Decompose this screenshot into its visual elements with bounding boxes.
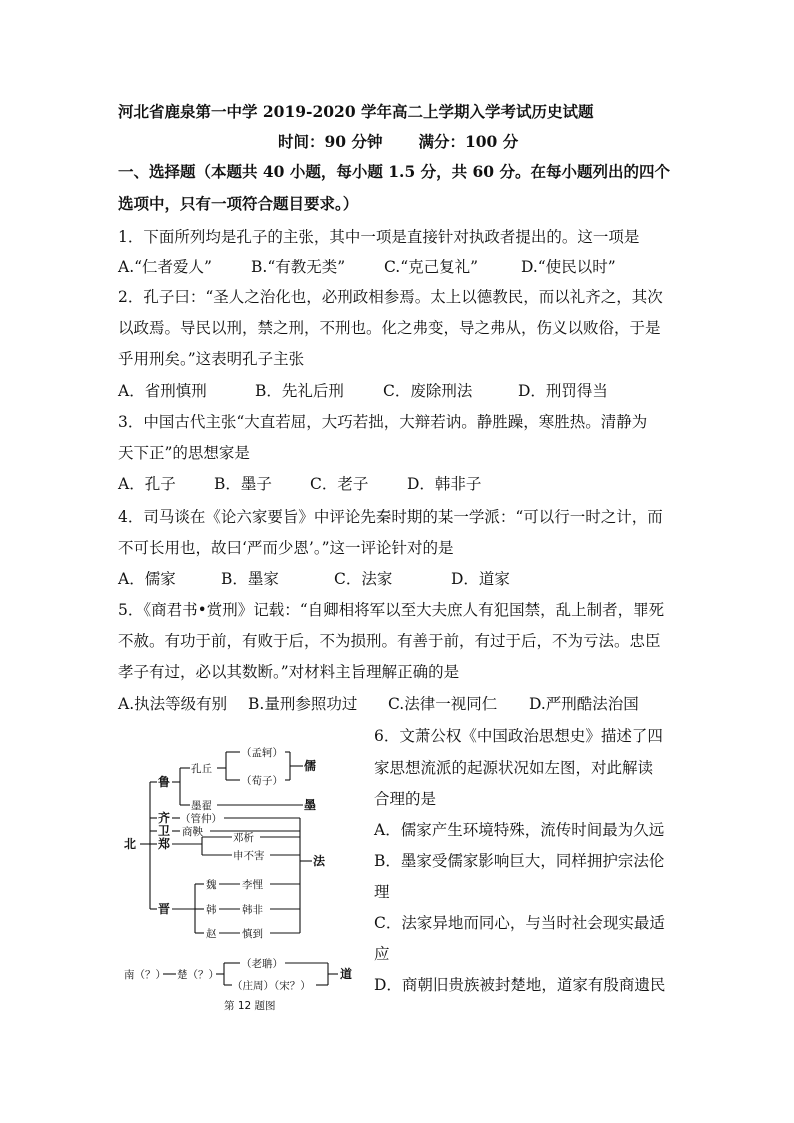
question-6-option-a: A．儒家产生环境特殊，流传时间最为久远 xyxy=(374,821,665,839)
question-5-text-line1: 5．《商君书•赏刑》记载：“自卿相将军以至大夫庶人有犯国禁，乱上制者，罪死 xyxy=(118,601,665,619)
label-qi: 齐 xyxy=(158,811,171,825)
question-4-options xyxy=(118,567,683,591)
question-6-option-b-line1: B．墨家受儒家影响巨大，同样拥护宗法伦 xyxy=(374,852,665,870)
label-zhuangzhou: （庄周）（宋？） xyxy=(232,980,311,992)
option-d: D．刑罚得当 xyxy=(518,382,608,400)
option-b: B．先礼后刑 xyxy=(255,382,344,400)
label-likui: 李悝 xyxy=(242,879,263,891)
label-lu: 鲁 xyxy=(158,775,171,789)
question-6-text-line1: 6．文萧公权《中国政治思想史》描述了四 xyxy=(374,727,663,745)
time-info: 时间：90 分钟 xyxy=(278,132,383,151)
section-heading-line2: 选项中，只有一项符合题目要求。） xyxy=(118,194,359,213)
label-fa: 法 xyxy=(313,854,326,868)
option-b: B.“有教无类” xyxy=(251,258,346,276)
option-c: C.“克己复礼” xyxy=(384,258,479,276)
label-hanfei: 韩非 xyxy=(242,904,263,916)
option-d: D.“使民以时” xyxy=(521,258,616,276)
section-heading-line1: 一、选择题（本题共 40 小题，每小题 1.5 分，共 60 分。在每小题列出的四个 xyxy=(118,162,670,181)
label-shangyang: 商鞅 xyxy=(182,826,203,838)
question-6-option-c-line2: 应 xyxy=(374,945,390,963)
label-zheng: 郑 xyxy=(158,837,171,851)
option-c: C．法家 xyxy=(334,570,393,588)
option-b: B.量刑参照功过 xyxy=(248,695,358,713)
label-wei-state: 卫 xyxy=(158,824,171,838)
score-info: 满分：100 分 xyxy=(418,132,519,151)
label-wei-sub: 魏 xyxy=(206,879,217,891)
question-5-text-line2: 不赦。有功于前，有败于后，不为损刑。有善于前，有过于后，不为亏法。忠臣 xyxy=(118,632,661,650)
question-2-options xyxy=(118,379,683,403)
exam-meta xyxy=(118,130,683,154)
label-dengxi: 邓析 xyxy=(233,832,254,844)
exam-title: 河北省鹿泉第一中学 2019-2020 学年高二上学期入学考试历史试题 xyxy=(118,102,594,121)
question-3-text-line2: 天下正”的思想家是 xyxy=(118,444,250,462)
option-a: A．孔子 xyxy=(118,475,176,493)
label-guanzhong: （管仲） xyxy=(180,813,222,825)
question-1-options xyxy=(118,255,683,279)
label-han: 韩 xyxy=(206,904,217,916)
question-2-text-line3: 乎用刑矣。”这表明孔子主张 xyxy=(118,350,305,368)
question-6-option-d: D．商朝旧贵族被封楚地，道家有殷商遗民 xyxy=(374,976,666,994)
question-4-text-line1: 4．司马谈在《论六家要旨》中评论先秦时期的某一学派：“可以行一时之计，而 xyxy=(118,508,663,526)
label-shenbuhai: 申不害 xyxy=(233,850,265,862)
label-dao: 道 xyxy=(340,967,353,981)
question-5-text-line3: 孝子有过，必以其数断。”对材料主旨理解正确的是 xyxy=(118,663,460,681)
label-xunzi: （荀子） xyxy=(241,775,283,787)
question-6-option-b-line2: 理 xyxy=(374,883,390,901)
label-jin: 晋 xyxy=(158,902,171,916)
option-d: D.严刑酷法治国 xyxy=(529,695,639,713)
option-a: A．省刑慎刑 xyxy=(118,382,207,400)
option-a: A．儒家 xyxy=(118,570,176,588)
thought-origin-diagram xyxy=(120,735,360,1017)
label-chu: 楚（？） xyxy=(177,969,219,981)
option-a: A.执法等级有别 xyxy=(118,695,228,713)
label-mengke: （孟轲） xyxy=(241,747,283,759)
label-zhao: 赵 xyxy=(206,928,217,940)
label-north: 北 xyxy=(124,837,137,851)
label-mo: 墨 xyxy=(304,798,317,812)
option-b: B．墨子 xyxy=(214,475,272,493)
question-6-option-c-line1: C．法家异地而同心，与当时社会现实最适 xyxy=(374,914,665,932)
question-2-text-line2: 以政焉。导民以刑，禁之刑，不刑也。化之弗变，导之弗从，伤义以败俗，于是 xyxy=(118,319,661,337)
option-d: D．道家 xyxy=(451,570,510,588)
label-kongqiu: 孔丘 xyxy=(191,763,212,775)
question-5-options xyxy=(118,692,683,716)
label-shendao: 慎到 xyxy=(242,928,263,940)
question-6-text-line2: 家思想流派的起源状况如左图，对此解读 xyxy=(374,759,654,777)
option-a: A.“仁者爱人” xyxy=(118,258,212,276)
question-1-text: 1．下面所列均是孔子的主张，其中一项是直接针对执政者提出的。这一项是 xyxy=(118,228,640,246)
diagram-caption: 第 12 题图 xyxy=(224,1000,276,1012)
question-2-text-line1: 2．孔子曰：“圣人之治化也，必刑政相参焉。太上以德教民，而以礼齐之，其次 xyxy=(118,288,663,306)
label-modi: 墨翟 xyxy=(191,800,212,812)
question-4-text-line2: 不可长用也，故曰‘严而少恩’。”这一评论针对的是 xyxy=(118,539,454,557)
label-south: 南（？） xyxy=(124,969,166,981)
label-ru: 儒 xyxy=(304,759,317,773)
question-6-text-line3: 合理的是 xyxy=(374,790,437,808)
option-c: C.法律一视同仁 xyxy=(388,695,498,713)
option-d: D．韩非子 xyxy=(407,475,482,493)
option-b: B．墨家 xyxy=(221,570,279,588)
option-c: C．废除刑法 xyxy=(383,382,473,400)
question-3-text-line1: 3．中国古代主张“大直若屈，大巧若拙，大辩若讷。静胜躁，寒胜热。清静为 xyxy=(118,413,648,431)
label-laodan: （老聃） xyxy=(241,958,283,970)
option-c: C．老子 xyxy=(310,475,369,493)
question-3-options xyxy=(118,472,683,496)
